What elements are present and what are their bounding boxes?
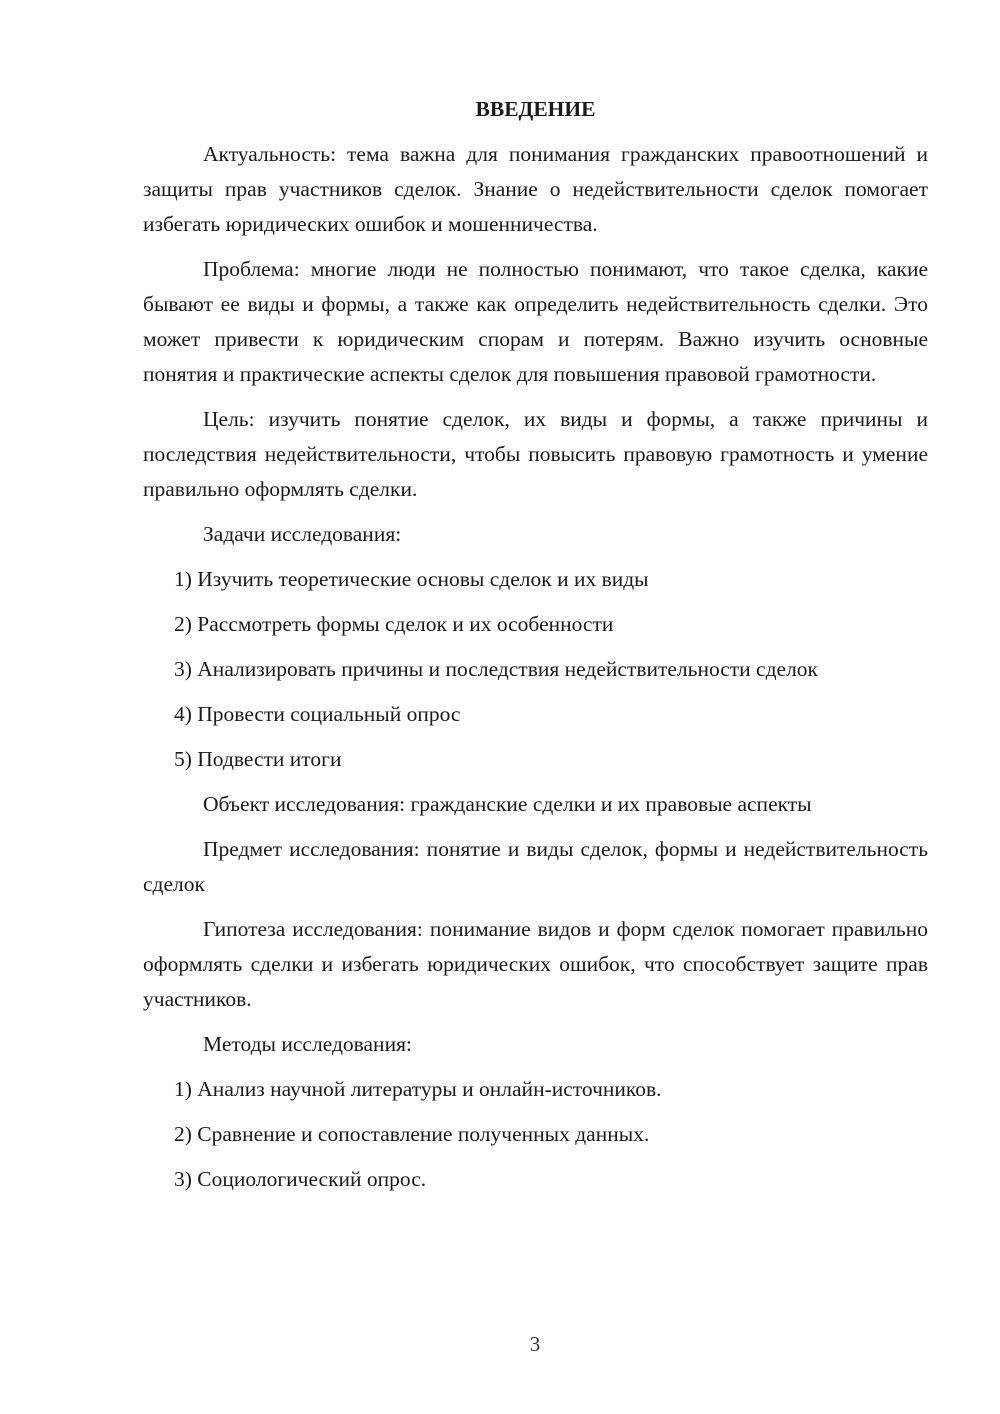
problem-paragraph: Проблема: многие люди не полностью понимают, что такое сделка, какие бывают ее виды и формы, а также как определить недействительность сделки. Это может привести к юридическим спорам и потерям. Важно изучить основные понятия и практические аспекты сделок для повышения правовой грамотности.: [143, 257, 928, 386]
hypothesis-paragraph: Гипотеза исследования: понимание видов и форм сделок помогает правильно оформлять сделки и избегать юридических ошибок, что способствует защите прав участников.: [143, 917, 928, 1011]
page-number: 3: [529, 1332, 541, 1356]
method-item: 1) Анализ научной литературы и онлайн-источников.: [174, 1077, 662, 1101]
task-item: 3) Анализировать причины и последствия недействительности сделок: [174, 657, 819, 681]
subject-paragraph: Предмет исследования: понятие и виды сделок, формы и недействительность сделок: [143, 837, 928, 896]
page-title: ВВЕДЕНИЕ: [475, 97, 596, 121]
method-item: 3) Социологический опрос.: [174, 1167, 427, 1191]
relevance-paragraph: Актуальность: тема важна для понимания гражданских правоотношений и защиты прав участников сделок. Знание о недействительности сделок помогает избегать юридических ошибок и мошенничества.: [143, 142, 928, 236]
goal-paragraph: Цель: изучить понятие сделок, их виды и формы, а также причины и последствия недействительности, чтобы повысить правовую грамотность и умение правильно оформлять сделки.: [143, 407, 928, 501]
tasks-list: [143, 562, 928, 777]
object-paragraph: Объект исследования: гражданские сделки и их правовые аспекты: [203, 792, 812, 816]
task-item: 2) Рассмотреть формы сделок и их особенности: [174, 612, 614, 636]
task-item: 1) Изучить теоретические основы сделок и их виды: [174, 567, 649, 591]
methods-list: [143, 1072, 928, 1197]
methods-heading: Методы исследования:: [203, 1032, 412, 1056]
task-item: 4) Провести социальный опрос: [174, 702, 461, 726]
document-page: [143, 92, 928, 1207]
task-item: 5) Подвести итоги: [174, 747, 342, 771]
tasks-heading: Задачи исследования:: [203, 522, 402, 546]
method-item: 2) Сравнение и сопоставление полученных данных.: [174, 1122, 650, 1146]
